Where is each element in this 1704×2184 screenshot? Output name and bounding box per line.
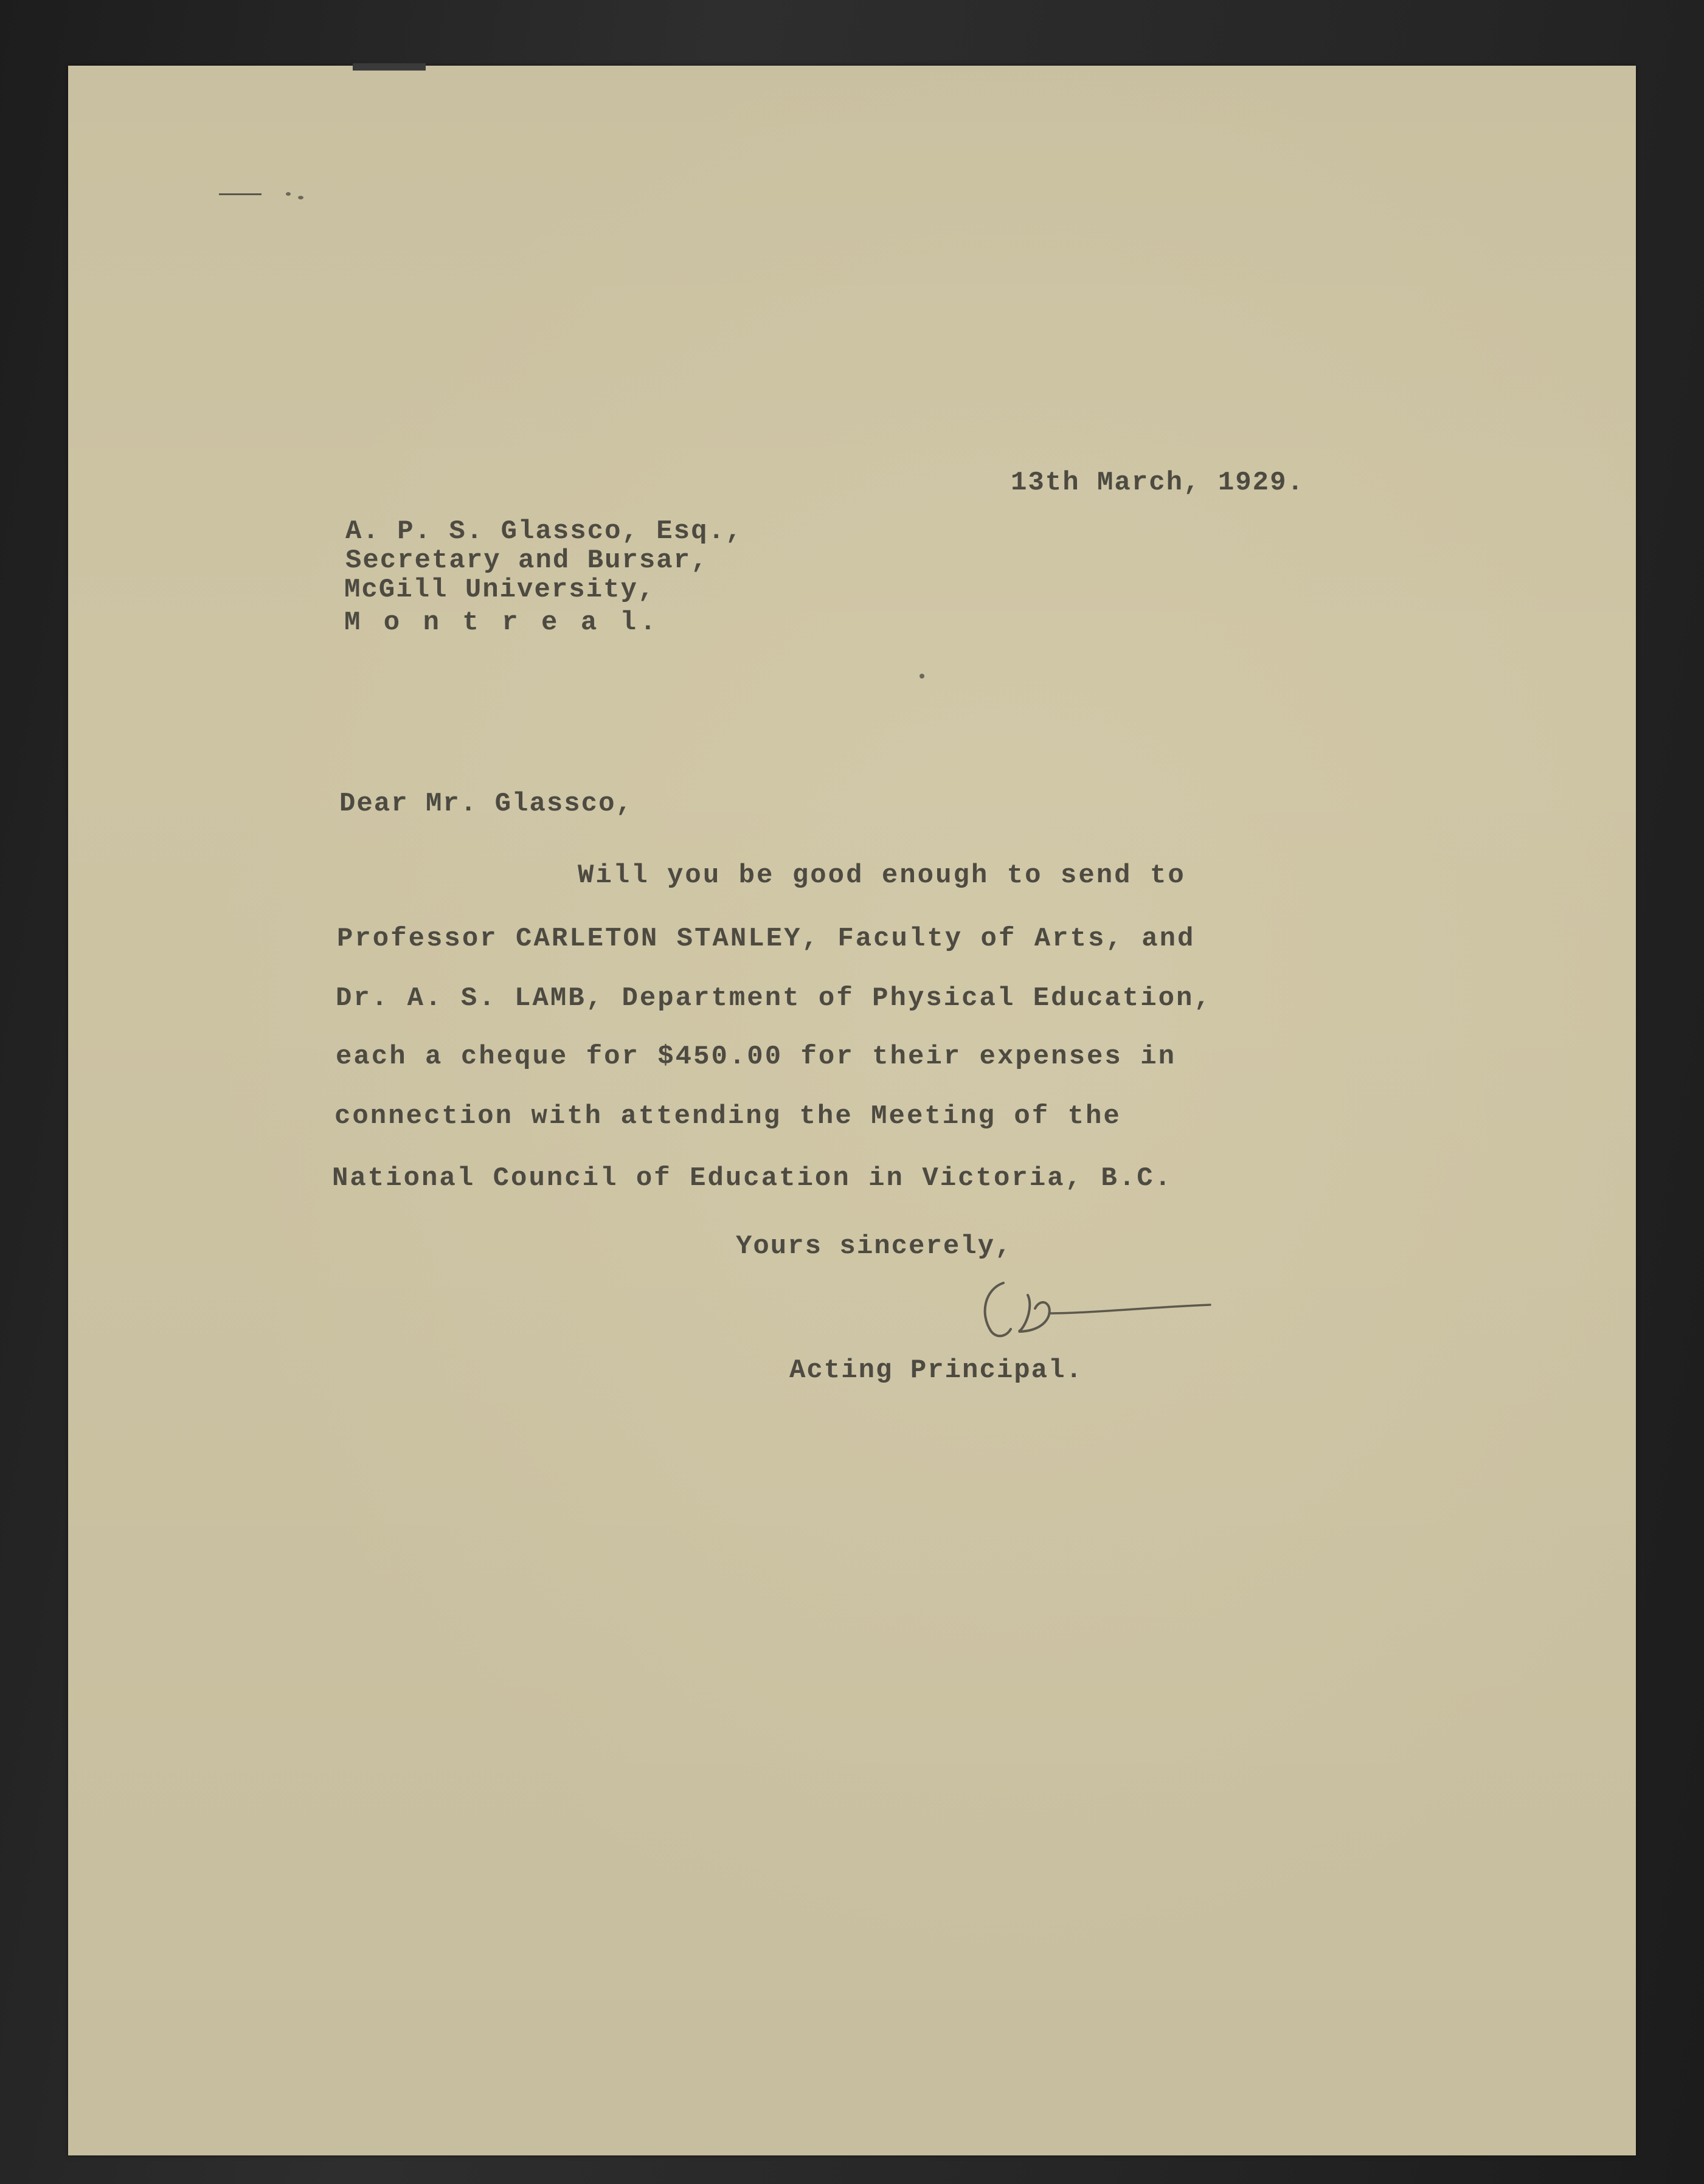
body-line: Professor CARLETON STANLEY, Faculty of Arts, and [337,924,1196,954]
binding-tab [353,63,426,71]
signature-title: Acting Principal. [789,1355,1083,1386]
stray-mark-dot [920,674,924,679]
recipient-name: A. P. S. Glassco, Esq., [345,516,743,547]
recipient-city: M o n t r e a l. [344,607,660,638]
body-line: Dr. A. S. LAMB, Department of Physical Education, [336,983,1212,1014]
body-line: Will you be good enough to send to [578,860,1186,891]
body-line: National Council of Education in Victoria, B.C. [332,1163,1173,1194]
salutation: Dear Mr. Glassco, [339,789,633,819]
letter-date: 13th March, 1929. [1011,468,1304,498]
body-line: connection with attending the Meeting of the [334,1101,1121,1132]
recipient-title: Secretary and Bursar, [345,545,708,576]
recipient-institution: McGill University, [344,575,656,605]
handwritten-signature [967,1271,1222,1350]
stray-mark-dot [298,196,303,199]
body-line: each a cheque for $450.00 for their expenses in [336,1042,1177,1072]
stray-mark-dot [286,192,291,196]
stray-mark-dash [219,193,261,195]
closing: Yours sincerely, [736,1231,1013,1262]
